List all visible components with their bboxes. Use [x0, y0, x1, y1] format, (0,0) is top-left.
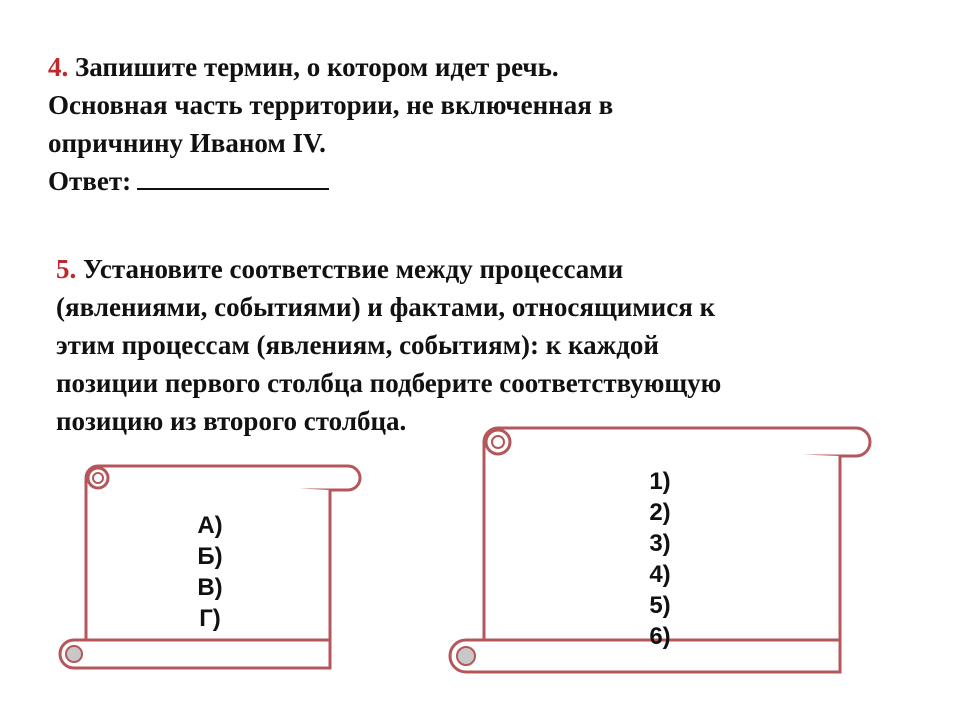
question-5-line-5: позицию из второго столбца.	[56, 406, 407, 436]
list-item: 4)	[649, 561, 671, 588]
list-item: Г)	[199, 605, 221, 632]
left-scroll	[50, 458, 370, 674]
question-5-text-1: Установите соответствие между процессами	[83, 254, 624, 284]
list-item: 2)	[649, 499, 671, 526]
question-4-number: 4.	[48, 52, 69, 82]
answer-row	[48, 162, 613, 200]
list-item: Б)	[197, 543, 223, 570]
question-4-line-3: опричнину Иваном IV.	[48, 128, 326, 158]
right-scroll-list	[630, 466, 690, 652]
right-scroll	[440, 420, 880, 682]
answer-label: Ответ:	[48, 166, 132, 196]
question-5	[56, 250, 721, 440]
question-4-line-1	[48, 48, 613, 86]
question-5-line-4: позиции первого столбца подберите соответствующую	[56, 368, 722, 398]
list-item: 5)	[649, 592, 671, 619]
question-4-line-2: Основная часть территории, не включенная в	[48, 90, 614, 120]
list-item: 6)	[649, 623, 671, 650]
question-5-number: 5.	[56, 254, 77, 284]
question-5-line-3: этим процессам (явлениям, событиям): к каждой	[56, 330, 659, 360]
list-item: А)	[197, 512, 223, 539]
question-4-text-1: Запишите термин, о котором идет речь.	[75, 52, 559, 82]
list-item: В)	[197, 574, 223, 601]
question-5-line-2: (явлениями, событиями) и фактами, относящимися к	[56, 292, 716, 322]
question-4	[48, 48, 613, 200]
list-item: 1)	[649, 468, 671, 495]
question-5-line-1	[56, 250, 721, 288]
list-item: 3)	[649, 530, 671, 557]
answer-blank[interactable]	[137, 162, 329, 190]
left-scroll-list	[180, 510, 240, 634]
